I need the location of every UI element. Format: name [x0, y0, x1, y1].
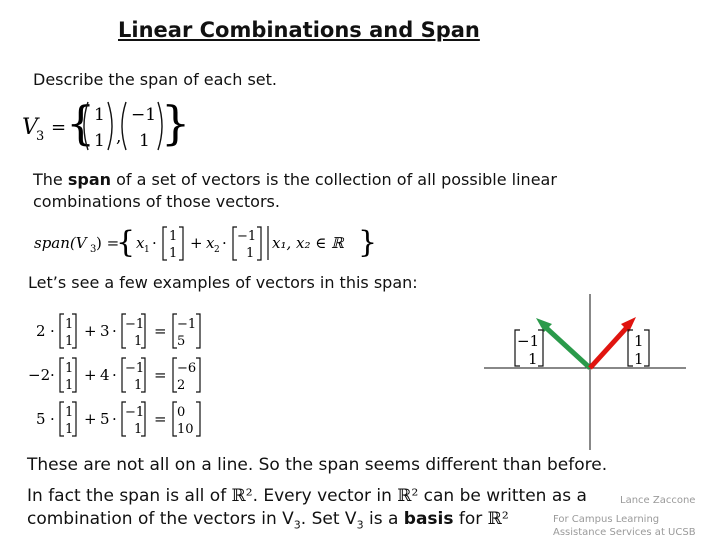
definition-line1: The span of a set of vectors is the collection of all possible linear	[33, 170, 557, 189]
result-top: −6	[177, 361, 197, 376]
coef-2: 5	[100, 410, 110, 428]
set-v3	[20, 96, 191, 158]
vector-right	[590, 324, 630, 368]
bracket	[196, 402, 200, 436]
n-top: −1	[237, 229, 257, 244]
vector-left	[542, 324, 590, 368]
formula-lhs: span(V	[34, 234, 87, 252]
result-bottom: 2	[177, 378, 186, 393]
prompt-text: Describe the span of each set.	[33, 70, 277, 89]
page-title: Linear Combinations and Span	[118, 18, 480, 42]
coef-1: −2	[28, 366, 51, 384]
svg-text:+: +	[84, 322, 97, 340]
brace-open: {	[116, 225, 136, 260]
n-bottom: 1	[246, 246, 255, 261]
v2-top: −1	[131, 105, 157, 125]
r2-symbol: ℝ²	[487, 509, 509, 529]
result-bottom: 5	[177, 334, 186, 349]
brace-close: }	[358, 225, 378, 260]
svg-text:·: ·	[112, 366, 117, 384]
svg-text:−1: −1	[125, 405, 145, 420]
svg-text:+: +	[84, 366, 97, 384]
comma: ,	[116, 127, 122, 147]
formula-condition: x₁, x₂ ∈ ℝ	[272, 234, 344, 252]
svg-text:1: 1	[65, 405, 74, 420]
svg-text:1: 1	[65, 422, 74, 437]
paren	[108, 102, 112, 150]
dot: ·	[222, 234, 227, 252]
svg-text:1: 1	[65, 334, 74, 349]
result-top: 0	[177, 405, 186, 420]
coef-2: 4	[100, 366, 110, 384]
svg-text:1: 1	[65, 361, 74, 376]
left-label-bottom: 1	[528, 350, 538, 368]
right-label-bottom: 1	[634, 350, 644, 368]
result-top: −1	[177, 317, 197, 332]
span-bold: span	[67, 170, 112, 189]
x1: x	[136, 234, 145, 252]
paren	[122, 102, 126, 150]
set-name: V	[22, 115, 38, 140]
svg-text:·: ·	[50, 322, 55, 340]
svg-text:·: ·	[50, 410, 55, 428]
credit-line3: Assistance Services at UCSB	[553, 527, 696, 538]
bracket	[60, 402, 64, 436]
svg-text:1: 1	[134, 378, 143, 393]
svg-text:+: +	[84, 410, 97, 428]
r2-symbol: ℝ²	[397, 486, 419, 506]
bracket	[60, 358, 64, 392]
right-label-top: 1	[634, 332, 644, 350]
credit-name: Lance Zaccone	[620, 495, 696, 506]
left-label-top: −1	[517, 332, 540, 350]
span-formula	[32, 222, 392, 264]
v2-bottom: 1	[139, 131, 150, 151]
v1-top: 1	[94, 105, 105, 125]
svg-text:1: 1	[134, 334, 143, 349]
svg-text:·: ·	[112, 410, 117, 428]
svg-text:1: 1	[65, 317, 74, 332]
v1-bottom: 1	[94, 131, 105, 151]
coef-1: 5	[36, 410, 46, 428]
svg-text:−1: −1	[125, 317, 145, 332]
svg-text:·: ·	[112, 322, 117, 340]
x2: x	[206, 234, 215, 252]
svg-text:−1: −1	[125, 361, 145, 376]
coef-2: 3	[100, 322, 110, 340]
plus: +	[190, 234, 203, 252]
svg-text:=: =	[154, 366, 167, 384]
formula-sub: 3	[90, 244, 97, 255]
equals-sign: =	[51, 117, 67, 138]
credit-line2: For Campus Learning	[553, 514, 660, 525]
x1-sub: 1	[144, 245, 150, 255]
r2-symbol: ℝ²	[231, 486, 253, 506]
m-top: 1	[169, 229, 178, 244]
vector-plot	[480, 290, 700, 460]
bracket	[196, 358, 200, 392]
svg-text:·: ·	[50, 366, 55, 384]
x2-sub: 2	[214, 245, 220, 255]
coef-1: 2	[36, 322, 46, 340]
dot: ·	[152, 234, 157, 252]
conclusion-line1: These are not all on a line. So the span seems different than before.	[27, 455, 608, 475]
result-bottom: 10	[177, 422, 194, 437]
svg-text:=: =	[154, 322, 167, 340]
set-sub: 3	[36, 129, 45, 144]
bracket	[60, 314, 64, 348]
bracket	[196, 314, 200, 348]
formula-eq: ) =	[96, 234, 120, 252]
svg-text:1: 1	[134, 422, 143, 437]
svg-text:1: 1	[65, 378, 74, 393]
definition-line2: combinations of those vectors.	[33, 192, 280, 211]
conclusion-line2: In fact the span is all of ℝ². Every vector in ℝ² can be written as a	[27, 486, 587, 506]
examples-heading: Let’s see a few examples of vectors in this span:	[28, 273, 418, 292]
conclusion-line3: combination of the vectors in $V_3$. Set $V_3$ is a basis for ℝ²	[27, 509, 509, 532]
basis-bold: basis	[403, 509, 454, 529]
m-bottom: 1	[169, 246, 178, 261]
left-brace: {	[66, 96, 96, 150]
right-brace: }	[161, 96, 191, 150]
svg-text:=: =	[154, 410, 167, 428]
examples	[28, 310, 258, 448]
